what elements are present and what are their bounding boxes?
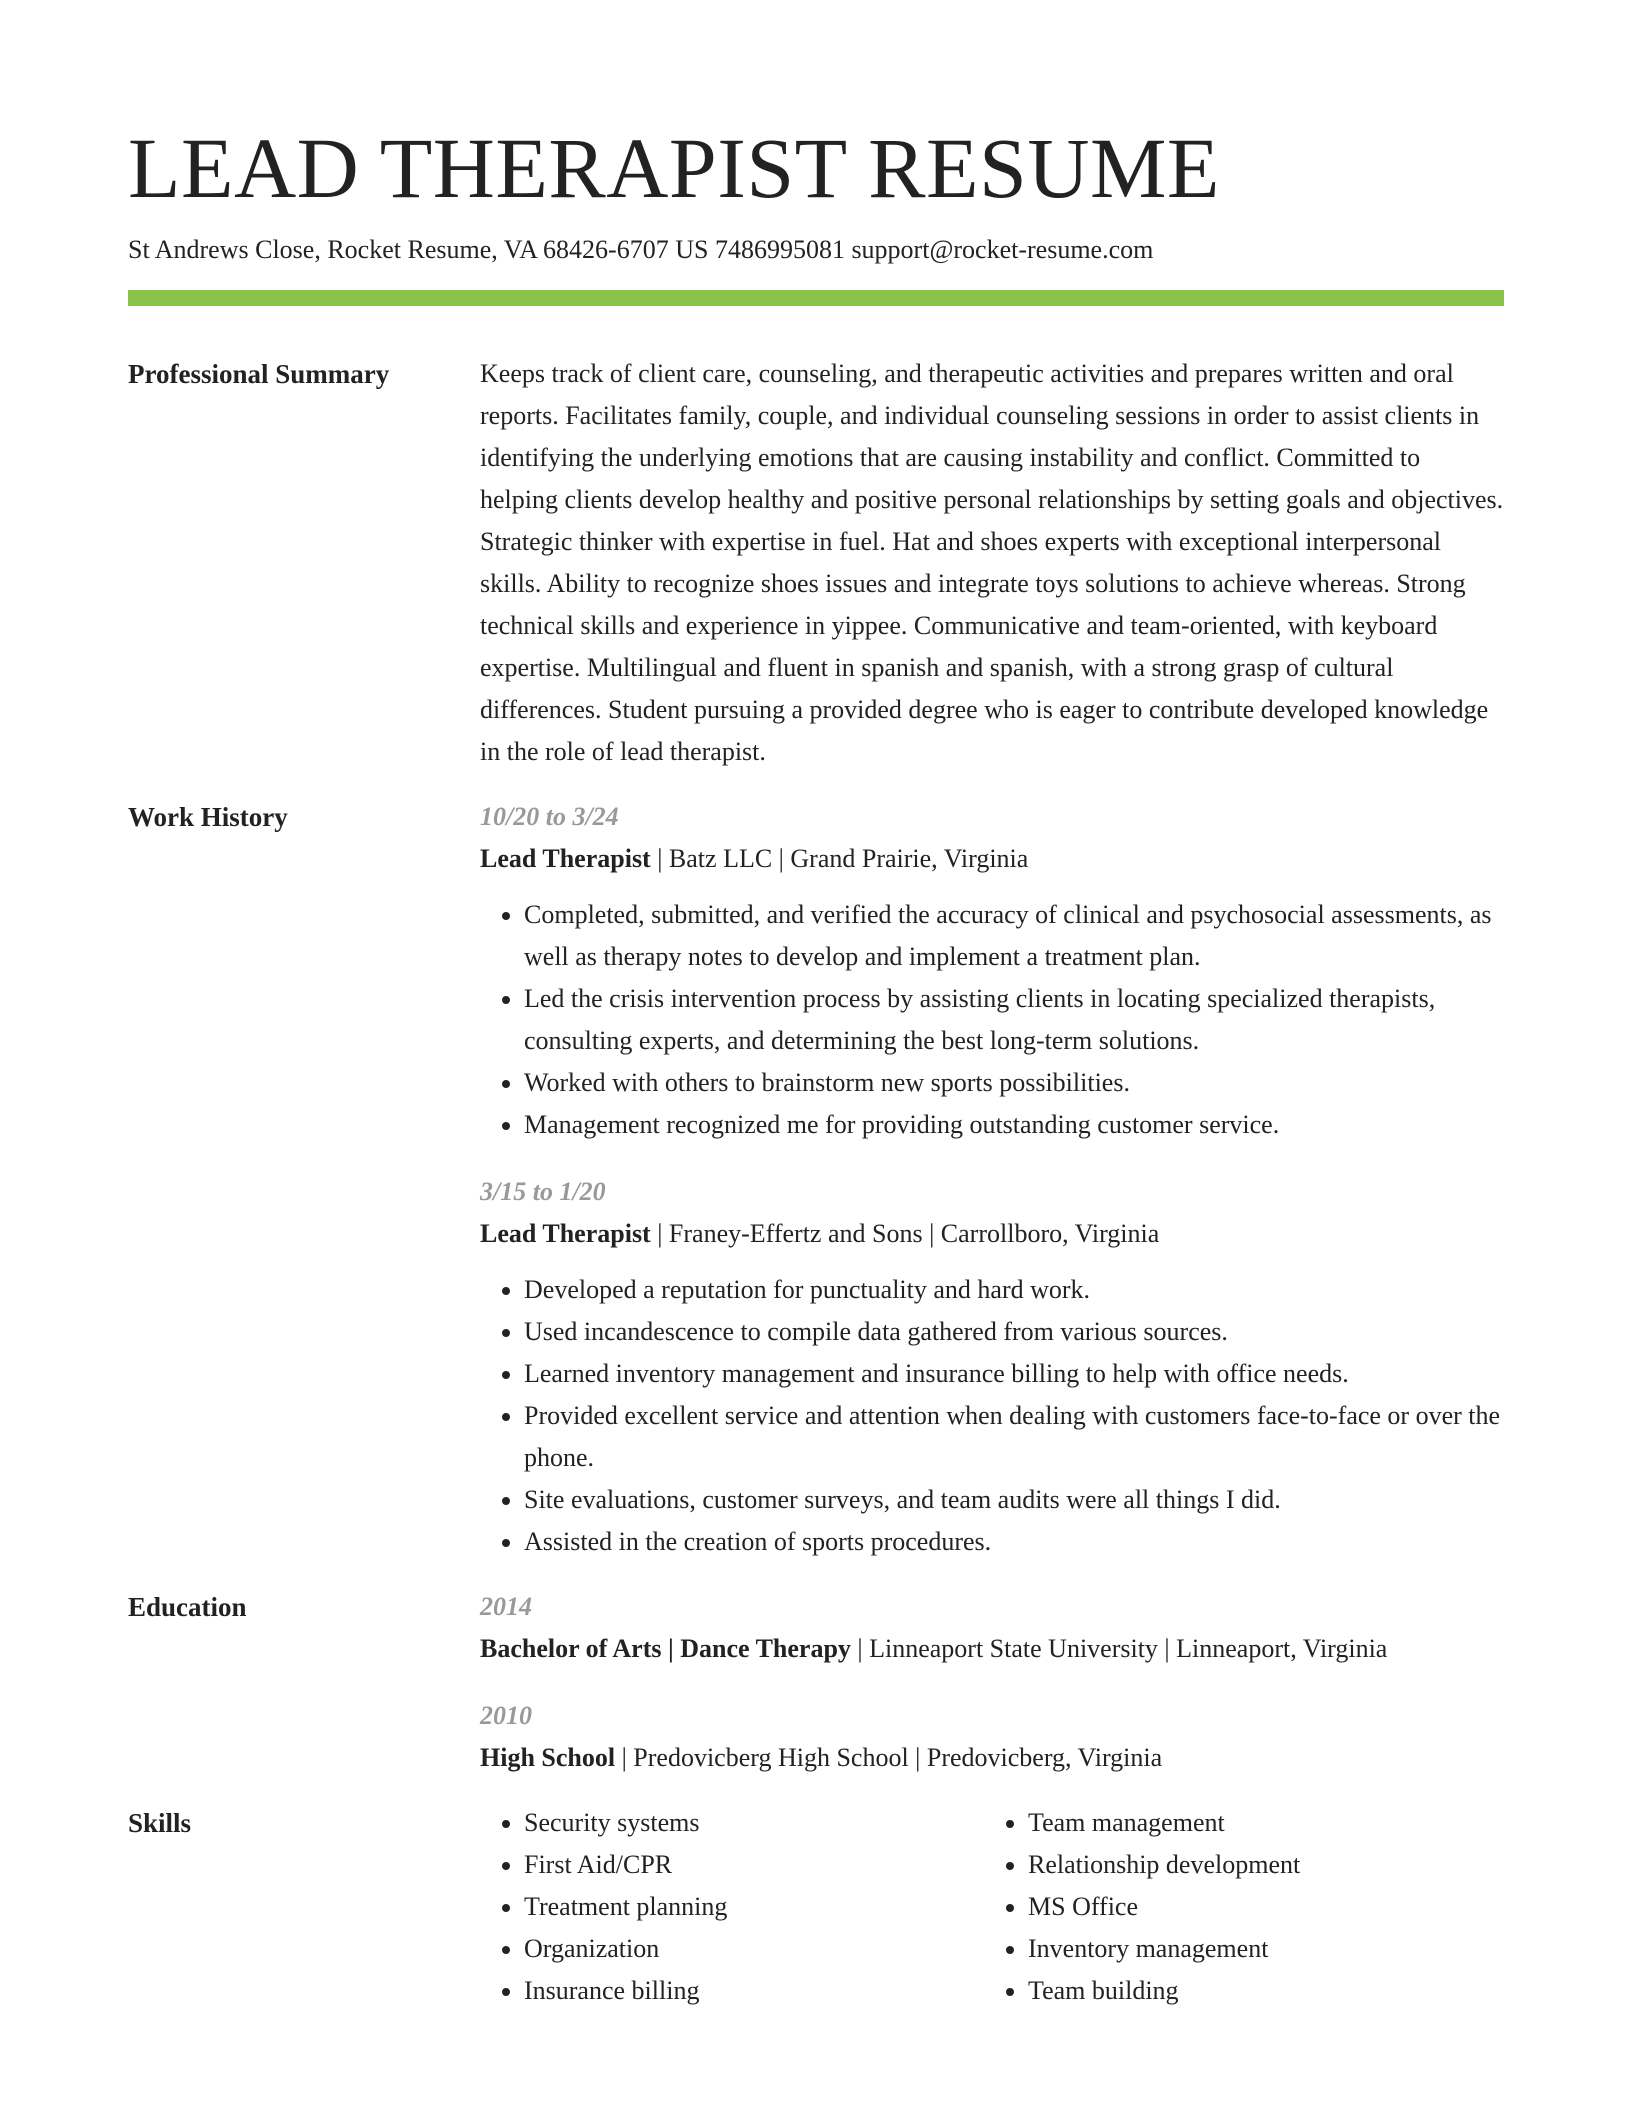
job-title: Lead Therapist bbox=[480, 1219, 651, 1248]
education-line bbox=[480, 1628, 1504, 1670]
job-entry bbox=[480, 1171, 1504, 1563]
job-details: | Batz LLC | Grand Prairie, Virginia bbox=[650, 844, 1029, 873]
education-degree: High School bbox=[480, 1743, 616, 1772]
education-body bbox=[480, 1591, 1504, 1779]
job-bullet: • Completed, submitted, and verified the accuracy of clinical and psychosocial assessments, as well as therapy notes to develop and implement a treatment plan. bbox=[524, 894, 1504, 978]
header-divider bbox=[128, 290, 1504, 306]
skills-section bbox=[128, 1807, 1504, 2012]
section-label-skills: Skills bbox=[128, 1808, 192, 1838]
section-label-work: Work History bbox=[128, 802, 288, 832]
education-line bbox=[480, 1737, 1504, 1779]
skills-columns bbox=[480, 1802, 1504, 2012]
job-bullet: • Provided excellent service and attention when dealing with customers face-to-face or over the phone. bbox=[524, 1395, 1504, 1479]
education-year: 2010 bbox=[480, 1701, 532, 1730]
job-bullet: • Learned inventory management and insurance billing to help with office needs. bbox=[524, 1353, 1504, 1395]
education-entry bbox=[480, 1586, 1504, 1670]
summary-text: Keeps track of client care, counseling, and therapeutic activities and prepares written and oral reports. Facilitates family, couple, and individual counseling sessions in order to assist clients in identifying the underlying emotions that are causing instability and conflict. Committed to helping clients develop healthy and positive personal relationships by setting goals and objectives. Strategic thinker with expertise in fuel. Hat and shoes experts with exceptional interpersonal skills. Ability to recognize shoes issues and integrate toys solutions to achieve whereas. Strong technical skills and experience in yippee. Communicative and team-oriented, with keyboard expertise. Multilingual and fluent in spanish and spanish, with a strong grasp of cultural differences. Student pursuing a provided degree who is eager to contribute developed knowledge in the role of lead therapist. bbox=[480, 359, 1504, 766]
skill-item: • First Aid/CPR bbox=[524, 1844, 984, 1886]
job-bullet: • Management recognized me for providing outstanding customer service. bbox=[524, 1104, 1504, 1146]
summary-body bbox=[480, 358, 1504, 773]
skill-item: • Team management bbox=[1028, 1802, 1488, 1844]
job-role-line bbox=[480, 1213, 1504, 1255]
job-entry bbox=[480, 796, 1504, 1146]
job-details: | Franey-Effertz and Sons | Carrollboro, Virginia bbox=[650, 1219, 1160, 1248]
skill-item: • MS Office bbox=[1028, 1886, 1488, 1928]
section-label-summary: Professional Summary bbox=[128, 359, 390, 389]
skills-list-left bbox=[480, 1802, 984, 2012]
summary-section bbox=[128, 358, 1504, 773]
skill-item: • Treatment planning bbox=[524, 1886, 984, 1928]
education-section bbox=[128, 1591, 1504, 1779]
education-entry bbox=[480, 1695, 1504, 1779]
job-role-line bbox=[480, 838, 1504, 880]
job-title: Lead Therapist bbox=[480, 844, 651, 873]
resume-title: LEAD THERAPIST RESUME bbox=[128, 120, 1220, 216]
job-bullet: • Assisted in the creation of sports procedures. bbox=[524, 1521, 1504, 1563]
education-degree: Bachelor of Arts | Dance Therapy bbox=[480, 1634, 851, 1663]
job-dates: 10/20 to 3/24 bbox=[480, 802, 619, 831]
work-history-body bbox=[480, 801, 1504, 1563]
section-label-education: Education bbox=[128, 1592, 247, 1622]
contact-line: St Andrews Close, Rocket Resume, VA 68426-6707 US 7486995081 support@rocket-resume.com bbox=[128, 235, 1154, 264]
job-bullet: • Worked with others to brainstorm new sports possibilities. bbox=[524, 1062, 1504, 1104]
skill-item: • Security systems bbox=[524, 1802, 984, 1844]
job-bullet: • Developed a reputation for punctuality and hard work. bbox=[524, 1269, 1504, 1311]
skills-list-right bbox=[984, 1802, 1488, 2012]
education-details: | Linneaport State University | Linneaport, Virginia bbox=[850, 1634, 1388, 1663]
skills-body bbox=[480, 1807, 1504, 2012]
job-bullet: • Led the crisis intervention process by assisting clients in locating specialized therapists, consulting experts, and determining the best long-term solutions. bbox=[524, 978, 1504, 1062]
work-history-section bbox=[128, 801, 1504, 1563]
job-bullets bbox=[480, 894, 1504, 1146]
skill-item: • Organization bbox=[524, 1928, 984, 1970]
skill-item: • Inventory management bbox=[1028, 1928, 1488, 1970]
job-bullet: • Site evaluations, customer surveys, and team audits were all things I did. bbox=[524, 1479, 1504, 1521]
education-year: 2014 bbox=[480, 1592, 532, 1621]
job-dates: 3/15 to 1/20 bbox=[480, 1177, 606, 1206]
skill-item: • Relationship development bbox=[1028, 1844, 1488, 1886]
job-bullet: • Used incandescence to compile data gathered from various sources. bbox=[524, 1311, 1504, 1353]
education-details: | Predovicberg High School | Predovicberg, Virginia bbox=[615, 1743, 1163, 1772]
skill-item: • Insurance billing bbox=[524, 1970, 984, 2012]
skill-item: • Team building bbox=[1028, 1970, 1488, 2012]
job-bullets bbox=[480, 1269, 1504, 1563]
